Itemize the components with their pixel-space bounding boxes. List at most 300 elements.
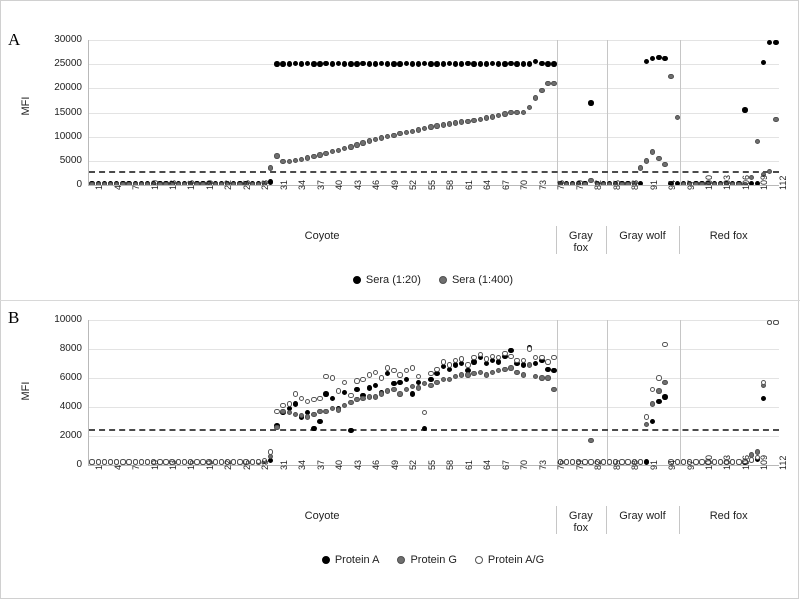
x-tick-label: 37 [315, 179, 326, 190]
data-point [354, 61, 359, 66]
y-tick-label: 0 [76, 459, 82, 470]
data-point [133, 459, 138, 464]
data-point [416, 127, 421, 132]
data-point [280, 159, 285, 164]
data-point [373, 137, 378, 142]
data-point [410, 391, 415, 396]
data-point [348, 393, 353, 398]
data-point [662, 394, 667, 399]
data-point [397, 372, 402, 377]
legend-marker-icon [439, 276, 447, 284]
group-separator [607, 320, 608, 465]
data-point [280, 61, 285, 66]
panel-b-plot-area [88, 320, 779, 466]
data-point [465, 372, 470, 377]
data-point [668, 74, 673, 79]
data-point [496, 61, 501, 66]
data-point [453, 61, 458, 66]
x-tick-label: 100 [703, 454, 714, 470]
x-tick-label: 94 [667, 459, 678, 470]
gridline [89, 378, 779, 379]
data-point [317, 419, 322, 424]
x-tick-label: 16 [186, 179, 197, 190]
data-point [367, 372, 372, 377]
data-point [323, 409, 328, 414]
data-point [317, 409, 322, 414]
data-point [385, 388, 390, 393]
x-tick-label: 19 [204, 459, 215, 470]
panel-a-y-axis-title: MFI [20, 96, 32, 116]
group-tick [606, 506, 607, 534]
legend-label: Protein G [410, 554, 457, 566]
data-point [508, 365, 513, 370]
data-point [656, 55, 661, 60]
group-label: Red fox [709, 230, 748, 242]
data-point [287, 61, 292, 66]
data-point [527, 346, 532, 351]
data-point [96, 459, 101, 464]
data-point [533, 95, 538, 100]
x-tick-label: 19 [204, 179, 215, 190]
data-point [459, 61, 464, 66]
data-point [662, 56, 667, 61]
legend-item [475, 554, 544, 566]
data-point [656, 399, 661, 404]
group-tick [556, 506, 557, 534]
gridline [89, 349, 779, 350]
data-point [354, 387, 359, 392]
group-separator [557, 40, 558, 185]
x-tick-label: 58 [445, 179, 456, 190]
group-label: Gray fox [568, 510, 593, 534]
panel-a-group-labels [88, 226, 778, 260]
data-point [373, 61, 378, 66]
data-point [293, 412, 298, 417]
data-point [360, 140, 365, 145]
group-label: Gray wolf [619, 510, 666, 522]
data-point [360, 377, 365, 382]
data-point [336, 407, 341, 412]
data-point [391, 387, 396, 392]
panel-a-label: A [8, 30, 21, 49]
data-point [453, 120, 458, 125]
x-tick-label: 91 [648, 459, 659, 470]
gridline [89, 320, 779, 321]
data-point [767, 169, 772, 174]
data-point [773, 117, 778, 122]
x-tick-label: 61 [463, 179, 474, 190]
data-point [379, 135, 384, 140]
data-point [336, 148, 341, 153]
x-tick-label: 109 [759, 174, 770, 190]
x-tick-label: 46 [371, 179, 382, 190]
legend-marker-icon [353, 276, 361, 284]
data-point [484, 372, 489, 377]
legend-label: Protein A/G [487, 554, 545, 566]
data-point [404, 61, 409, 66]
data-point [656, 388, 661, 393]
data-point [317, 396, 322, 401]
data-point [287, 401, 292, 406]
data-point [397, 380, 402, 385]
data-point [514, 110, 519, 115]
data-point [459, 356, 464, 361]
data-point [342, 61, 347, 66]
data-point [539, 61, 544, 66]
data-point [299, 396, 304, 401]
data-point [551, 355, 556, 360]
data-point [422, 410, 427, 415]
gridline [89, 137, 779, 138]
x-tick-label: 112 [777, 175, 788, 190]
data-point [490, 370, 495, 375]
gridline [89, 88, 779, 89]
data-point [767, 40, 772, 45]
data-point [422, 126, 427, 131]
data-point [465, 61, 470, 66]
data-point [311, 412, 316, 417]
data-point [416, 380, 421, 385]
gridline [89, 113, 779, 114]
data-point [508, 354, 513, 359]
data-point [428, 383, 433, 388]
data-point [441, 122, 446, 127]
gridline [89, 40, 779, 41]
data-point [311, 397, 316, 402]
y-tick-label: 15000 [54, 106, 82, 118]
data-point [410, 61, 415, 66]
x-tick-label: 25 [241, 459, 252, 470]
data-point [638, 165, 643, 170]
x-tick-label: 28 [260, 179, 271, 190]
y-tick-label: 5000 [59, 154, 82, 166]
x-tick-label: 82 [593, 179, 604, 190]
legend-item [397, 554, 456, 566]
data-point [490, 61, 495, 66]
data-point [323, 151, 328, 156]
data-point [484, 61, 489, 66]
y-tick-label: 0 [76, 179, 82, 190]
data-point [755, 449, 760, 454]
data-point [502, 351, 507, 356]
x-tick-label: 43 [352, 179, 363, 190]
data-point [434, 380, 439, 385]
data-point [551, 368, 556, 373]
data-point [527, 61, 532, 66]
x-tick-label: 103 [722, 174, 733, 190]
group-label: Gray wolf [619, 230, 666, 242]
panel-a-plot-area [88, 40, 779, 186]
data-point [336, 61, 341, 66]
x-tick-label: 76 [556, 459, 567, 470]
data-point [650, 401, 655, 406]
data-point [422, 381, 427, 386]
data-point [330, 61, 335, 66]
panel-b-x-tick-labels [88, 454, 788, 508]
data-point [496, 359, 501, 364]
data-point [348, 400, 353, 405]
data-point [508, 348, 513, 353]
y-tick-label: 2000 [59, 430, 82, 441]
data-point [280, 409, 285, 414]
data-point [305, 414, 310, 419]
data-point [761, 396, 766, 401]
data-point [89, 459, 94, 464]
data-point [360, 396, 365, 401]
legend-marker-icon [322, 556, 330, 564]
group-tick [556, 226, 557, 254]
data-point [656, 156, 661, 161]
data-point [539, 375, 544, 380]
data-point [367, 138, 372, 143]
data-point [471, 61, 476, 66]
x-tick-label: 31 [278, 459, 289, 470]
data-point [274, 409, 279, 414]
x-tick-label: 70 [519, 179, 530, 190]
data-point [656, 375, 661, 380]
data-point [514, 370, 519, 375]
data-point [373, 394, 378, 399]
data-point [545, 367, 550, 372]
panel-b-label: B [8, 308, 20, 327]
data-point [348, 61, 353, 66]
data-point [379, 391, 384, 396]
data-point [428, 61, 433, 66]
panel-a-x-tick-labels [88, 174, 788, 228]
data-point [650, 419, 655, 424]
x-tick-label: 88 [630, 179, 641, 190]
data-point [471, 359, 476, 364]
data-point [404, 368, 409, 373]
data-point [354, 397, 359, 402]
data-point [484, 115, 489, 120]
group-tick [606, 226, 607, 254]
x-tick-label: 43 [352, 459, 363, 470]
data-point [773, 320, 778, 325]
data-point [588, 438, 593, 443]
x-tick-label: 91 [648, 179, 659, 190]
x-tick-label: 76 [556, 179, 567, 190]
x-tick-label: 22 [223, 459, 234, 470]
data-point [293, 401, 298, 406]
data-point [385, 134, 390, 139]
y-tick-label: 6000 [59, 372, 82, 383]
data-point [551, 387, 556, 392]
data-point [336, 388, 341, 393]
data-point [539, 355, 544, 360]
data-point [471, 371, 476, 376]
data-point [280, 403, 285, 408]
x-tick-label: 40 [334, 459, 345, 470]
data-point [404, 130, 409, 135]
data-point [478, 117, 483, 122]
group-tick [679, 226, 680, 254]
x-tick-label: 109 [759, 454, 770, 470]
data-point [126, 459, 131, 464]
x-tick-label: 34 [297, 179, 308, 190]
x-tick-label: 73 [537, 459, 548, 470]
x-tick-label: 67 [500, 179, 511, 190]
data-point [354, 142, 359, 147]
x-tick-label: 16 [186, 459, 197, 470]
data-point [755, 139, 760, 144]
data-point [545, 81, 550, 86]
data-point [453, 362, 458, 367]
y-tick-label: 25000 [54, 58, 82, 70]
data-point [354, 378, 359, 383]
data-point [404, 377, 409, 382]
x-tick-label: 106 [740, 454, 751, 470]
data-point [502, 367, 507, 372]
data-point [465, 362, 470, 367]
data-point [447, 377, 452, 382]
data-point [293, 391, 298, 396]
data-point [114, 459, 119, 464]
x-tick-label: 31 [278, 179, 289, 190]
data-point [397, 391, 402, 396]
legend-item [439, 274, 513, 286]
x-tick-label: 55 [426, 459, 437, 470]
data-point [465, 119, 470, 124]
data-point [404, 387, 409, 392]
data-point [588, 100, 593, 105]
x-tick-label: 67 [500, 459, 511, 470]
y-tick-label: 10000 [54, 314, 82, 325]
data-point [675, 115, 680, 120]
data-point [428, 371, 433, 376]
threshold-line [89, 171, 779, 173]
data-point [545, 375, 550, 380]
data-point [447, 61, 452, 66]
data-point [644, 414, 649, 419]
x-tick-label: 97 [685, 459, 696, 470]
legend-item [353, 274, 421, 286]
gridline [89, 436, 779, 437]
x-tick-label: 88 [630, 459, 641, 470]
data-point [311, 61, 316, 66]
data-point [662, 162, 667, 167]
data-point [299, 61, 304, 66]
panel-b-y-axis-title: MFI [20, 381, 32, 401]
data-point [478, 370, 483, 375]
group-label: Coyote [304, 230, 340, 242]
x-tick-label: 49 [389, 179, 400, 190]
data-point [644, 422, 649, 427]
data-point [521, 372, 526, 377]
data-point [323, 61, 328, 66]
data-point [367, 394, 372, 399]
x-tick-label: 13 [168, 179, 178, 190]
x-tick-label: 28 [260, 459, 271, 470]
data-point [108, 459, 113, 464]
data-point [323, 374, 328, 379]
x-tick-label: 85 [611, 459, 622, 470]
x-tick-label: 61 [463, 459, 474, 470]
data-point [484, 356, 489, 361]
data-point [551, 81, 556, 86]
data-point [373, 370, 378, 375]
data-point [274, 153, 279, 158]
data-point [293, 158, 298, 163]
data-point [311, 154, 316, 159]
x-tick-label: 22 [223, 179, 234, 190]
data-point [527, 105, 532, 110]
legend-marker-icon [397, 556, 405, 564]
legend-label: Sera (1:400) [451, 274, 514, 286]
data-point [367, 61, 372, 66]
data-point [459, 372, 464, 377]
data-point [305, 399, 310, 404]
y-tick-label: 4000 [59, 401, 82, 412]
data-point [360, 61, 365, 66]
data-point [490, 354, 495, 359]
x-tick-label: 52 [408, 179, 419, 190]
data-point [447, 362, 452, 367]
data-point [502, 61, 507, 66]
threshold-line [89, 429, 779, 431]
legend-marker-icon [475, 556, 483, 564]
group-tick [679, 506, 680, 534]
x-tick-label: 100 [703, 174, 714, 190]
data-point [521, 61, 526, 66]
data-point [385, 365, 390, 370]
y-tick-label: 8000 [59, 343, 82, 354]
x-tick-label: 64 [482, 179, 493, 190]
data-point [391, 133, 396, 138]
data-point [348, 428, 353, 433]
gridline [89, 407, 779, 408]
data-point [330, 406, 335, 411]
x-tick-label: 7 [131, 184, 142, 190]
y-tick-label: 10000 [54, 130, 82, 142]
data-point [385, 371, 390, 376]
data-point [662, 380, 667, 385]
data-point [773, 40, 778, 45]
data-point [416, 61, 421, 66]
data-point [650, 56, 655, 61]
x-tick-label: 94 [667, 179, 678, 190]
data-point [410, 384, 415, 389]
data-point [650, 387, 655, 392]
data-point [397, 131, 402, 136]
data-point [428, 124, 433, 129]
legend-item [322, 554, 380, 566]
data-point [533, 361, 538, 366]
x-tick-label: 34 [297, 459, 308, 470]
data-point [539, 88, 544, 93]
data-point [545, 359, 550, 364]
data-point [527, 362, 532, 367]
data-point [342, 146, 347, 151]
data-point [342, 380, 347, 385]
group-separator [680, 320, 681, 465]
data-point [367, 385, 372, 390]
x-tick-label: 25 [241, 179, 252, 190]
data-point [496, 368, 501, 373]
x-tick-label: 106 [740, 174, 751, 190]
data-point [490, 114, 495, 119]
data-point [662, 342, 667, 347]
data-point [447, 121, 452, 126]
x-tick-label: 73 [537, 179, 548, 190]
x-tick-label: 79 [574, 179, 585, 190]
group-separator [607, 40, 608, 185]
data-point [397, 61, 402, 66]
data-point [521, 362, 526, 367]
data-point [274, 61, 279, 66]
panel-b-group-labels [88, 506, 778, 540]
x-tick-label: 85 [611, 179, 622, 190]
